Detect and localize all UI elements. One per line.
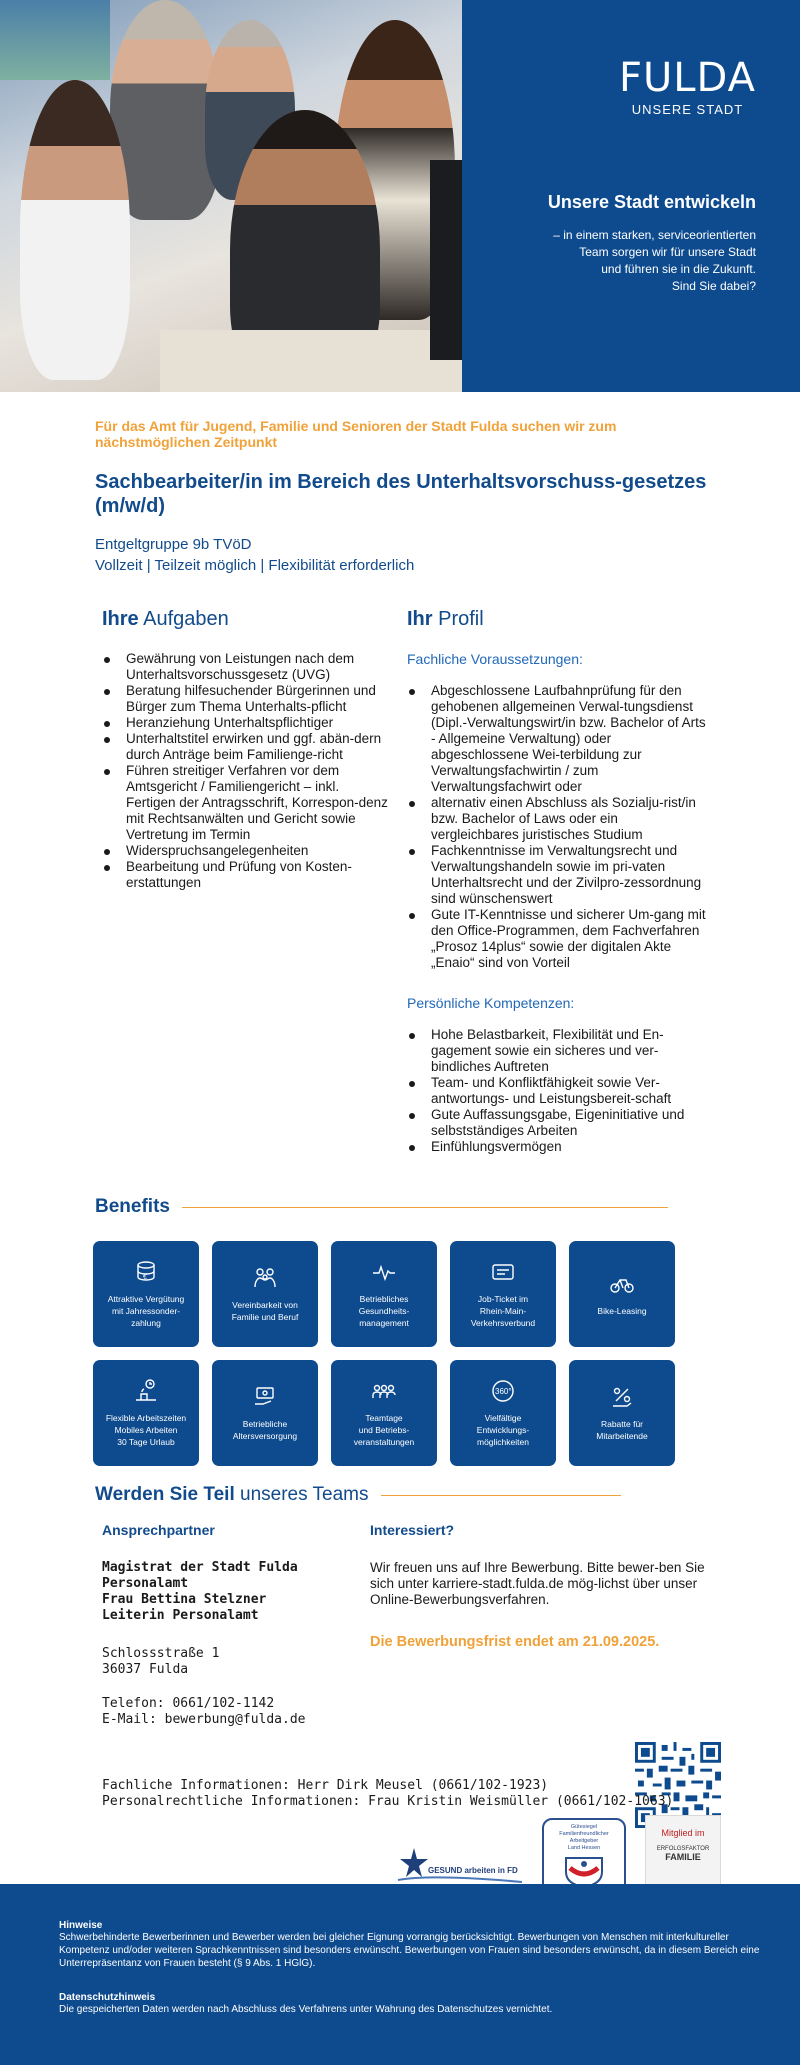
fam-badge-line1: Mitglied im [661, 1828, 705, 1838]
benefit-label: Betriebliche Altersversorgung [232, 1419, 298, 1441]
benefit-card [212, 1360, 318, 1466]
team-divider [381, 1495, 621, 1496]
job-title: Sachbearbeiter/in im Bereich des Unterhaltsvorschuss-gesetzes (m/w/d) [95, 471, 707, 517]
svg-text:360°: 360° [495, 1387, 512, 1396]
list-item: Einfühlungsvermögen [407, 1139, 707, 1155]
percent-icon [609, 1384, 635, 1410]
svg-text:€: € [143, 1274, 147, 1281]
hero-panel [462, 0, 800, 392]
fam-badge-line3: FAMILIE [665, 1852, 701, 1862]
family-icon [252, 1265, 278, 1291]
heartbeat-icon [371, 1259, 397, 1285]
benefits-divider [182, 1207, 668, 1208]
clock-desk-icon [133, 1378, 159, 1404]
team-photo [0, 0, 462, 392]
list-item: Bearbeitung und Prüfung von Kosten-erstattungen [102, 859, 392, 891]
benefit-card [450, 1360, 556, 1466]
profile-section [407, 608, 707, 1155]
benefit-label: Teamtage und Betriebs- veranstaltungen [353, 1413, 415, 1447]
list-item: Unterhaltstitel erwirken und ggf. abän-dern durch Anträge beim Familienge-richt [102, 731, 392, 763]
contact-address: Schlossstraße 1 36037 Fulda [102, 1646, 220, 1677]
footer [0, 1884, 800, 2065]
benefit-label: Bike-Leasing [597, 1306, 647, 1316]
benefits-heading [95, 1196, 668, 1218]
list-item: Team- und Konfliktfähigkeit sowie Ver-antwortungs- und Leistungsbereit-schaft [407, 1075, 707, 1107]
benefit-card [93, 1241, 199, 1347]
benefit-card [93, 1360, 199, 1466]
logo-sub: UNSERE STADT [631, 102, 744, 117]
guete-badge-text: Gütesiegel Familienfreundlicher Arbeitgeber Land Hessen [559, 1824, 609, 1851]
benefit-card [450, 1241, 556, 1347]
intro-lead: Für das Amt für Jugend, Familie und Senioren der Stadt Fulda suchen wir zum nächstmöglichen Zeitpunkt [95, 418, 617, 450]
intro [95, 418, 715, 574]
application-deadline: Die Bewerbungsfrist endet am 21.09.2025. [370, 1634, 660, 1650]
list-item: Fachkenntnisse im Verwaltungsrecht und Verwaltungshandeln sowie im pri-vaten Unterhaltsrecht und der Zivilpro-zessordnung sind wünschenswert [407, 843, 707, 907]
list-item: Abgeschlossene Laufbahnprüfung für den gehobenen allgemeinen Verwal-tungsdienst (Dipl.-Verwaltungswirt/in bzw. Bachelor of Arts - Allgemeine Verwaltung) oder abgeschlossene Wei-terbildung zur Verwaltungsfachwirtin / zum Verwaltungsfachwirt oder [407, 683, 707, 795]
privacy-text: Die gespeicherten Daten werden nach Abschluss des Verfahrens unter Wahrung des Datenschutzes vernichtet. [59, 2004, 553, 2015]
gesund-arbeiten-badge [392, 1844, 528, 1888]
coin-stack-icon [133, 1259, 159, 1285]
profile-subtitle-technical: Fachliche Voraussetzungen: [407, 651, 583, 667]
tasks-section [102, 608, 392, 891]
interest-title: Interessiert? [370, 1522, 455, 1538]
hint-text: Schwerbehinderte Bewerberinnen und Bewerber werden bei gleicher Eignung vorrangig berücksichtigt. Bewerbungen von Menschen mit interkultureller Kompetenz und/oder weiteren Sprachkenntnissen sind besonders erwünscht. Bewerbungen von Frauen sind besonders erwünscht, da in diesem Bereich eine Unterrepräsentanz von Frauen besteht (§ 9 Abs. 1 HGlG). [59, 1932, 760, 1969]
fam-badge-line2: ERFOLGSFAKTOR [656, 1846, 710, 1852]
benefit-label: Attraktive Vergütung mit Jahressonder- zahlung [107, 1294, 185, 1328]
hero-headline: Unsere Stadt entwickeln [547, 192, 756, 212]
list-item: Gewährung von Leistungen nach dem Unterhaltsvorschussgesetz (UVG) [102, 651, 392, 683]
list-item: Heranziehung Unterhaltspflichtiger [102, 715, 392, 731]
benefit-card [569, 1241, 675, 1347]
logo-word: FULDA [618, 55, 756, 101]
benefit-label: Rabatte für Mitarbeitende [596, 1419, 648, 1441]
benefit-card [331, 1360, 437, 1466]
benefit-label: Vereinbarkeit von Familie und Beruf [231, 1300, 299, 1322]
list-item: Gute IT-Kenntnisse und sicherer Um-gang mit den Office-Programmen, dem Fachverfahren „Prosoz 14plus“ sowie der digitalen Akte „Enaio“ sind von Vorteil [407, 907, 707, 971]
benefit-label: Flexible Arbeitszeiten Mobiles Arbeiten 30 Tage Urlaub [105, 1413, 187, 1447]
contact-phone-email: Telefon: 0661/102-1142 E-Mail: bewerbung@fulda.de [102, 1696, 306, 1727]
list-item: Führen streitiger Verfahren vor dem Amtsgericht / Familiengericht – inkl. Fertigen der Antragsschrift, Korrespon-denz mit Rechtsanwälten und Gericht sowie Vertretung im Termin [102, 763, 392, 843]
info-contacts: Fachliche Informationen: Herr Dirk Meusel (0661/102-1923) Personalrechtliche Informationen: Frau Kristin Weismüller (0661/102-1063) [102, 1778, 674, 1809]
ticket-icon [490, 1259, 516, 1285]
tasks-title: Ihre Aufgaben [102, 608, 229, 630]
list-item: Beratung hilfesuchender Bürgerinnen und Bürger zum Thema Unterhalts-pflicht [102, 683, 392, 715]
profile-subtitle-personal: Persönliche Kompetenzen: [407, 995, 575, 1011]
work-time: Vollzeit | Teilzeit möglich | Flexibilität erforderlich [95, 557, 415, 574]
list-item: alternativ einen Abschluss als Sozialju-rist/in bzw. Bachelor of Laws oder ein vergleichbares juristisches Studium [407, 795, 707, 843]
contact-block [102, 1522, 352, 1728]
360-icon [490, 1378, 516, 1404]
benefits-title: Benefits [95, 1196, 170, 1217]
benefit-label: Betriebliches Gesundheits- management [358, 1294, 410, 1328]
hero-header [0, 0, 800, 392]
interest-text: Wir freuen uns auf Ihre Bewerbung. Bitte bewer-ben Sie sich unter karriere-stadt.fulda.de mög-lichst über unser Online-Bewerbungsverfahren. [370, 1560, 705, 1607]
list-item: Hohe Belastbarkeit, Flexibilität und En-gagement sowie ein sicheres und ver-bindliches Auftreten [407, 1027, 707, 1075]
benefits-grid [93, 1241, 683, 1466]
benefit-label: Vielfältige Entwicklungs- möglichkeiten [476, 1413, 530, 1447]
team-title: Werden Sie Teil unseres Teams [95, 1484, 369, 1505]
guete-siegel-icon [562, 1854, 606, 1888]
contact-name: Magistrat der Stadt Fulda Personalamt Frau Bettina Stelzner Leiterin Personalamt [102, 1560, 298, 1623]
erfolgsfaktor-familie-badge [645, 1815, 721, 1891]
guete-siegel-badge [542, 1818, 626, 1894]
list-item: Gute Auffassungsgabe, Eigeninitiative und selbstständiges Arbeiten [407, 1107, 707, 1139]
tasks-list [102, 651, 392, 891]
contact-title: Ansprechpartner [102, 1522, 215, 1538]
profile-title: Ihr Profil [407, 608, 484, 630]
list-item: Widerspruchsangelegenheiten [102, 843, 392, 859]
gesund-badge-text: GESUND arbeiten in FD [428, 1866, 518, 1875]
interest-block [370, 1522, 720, 1650]
benefit-card [331, 1241, 437, 1347]
hero-subline: – in einem starken, serviceorientierten Team sorgen wir für unsere Stadt und führen sie in die Zukunft. Sind Sie dabei? [553, 228, 756, 293]
team-icon [371, 1378, 397, 1404]
benefit-label: Job-Ticket im Rhein-Main- Verkehrsverbund [470, 1294, 536, 1328]
privacy-title: Datenschutzhinweis [59, 1992, 156, 2003]
bicycle-icon [609, 1271, 635, 1297]
pay-grade: Entgeltgruppe 9b TVöD [95, 536, 252, 553]
benefit-card [212, 1241, 318, 1347]
fulda-logo [618, 55, 756, 117]
profile-requirements-list [407, 683, 707, 971]
profile-competences-list [407, 1027, 707, 1155]
money-hand-icon [252, 1384, 278, 1410]
benefit-card [569, 1360, 675, 1466]
team-heading [95, 1484, 621, 1506]
hint-title: Hinweise [59, 1920, 103, 1931]
